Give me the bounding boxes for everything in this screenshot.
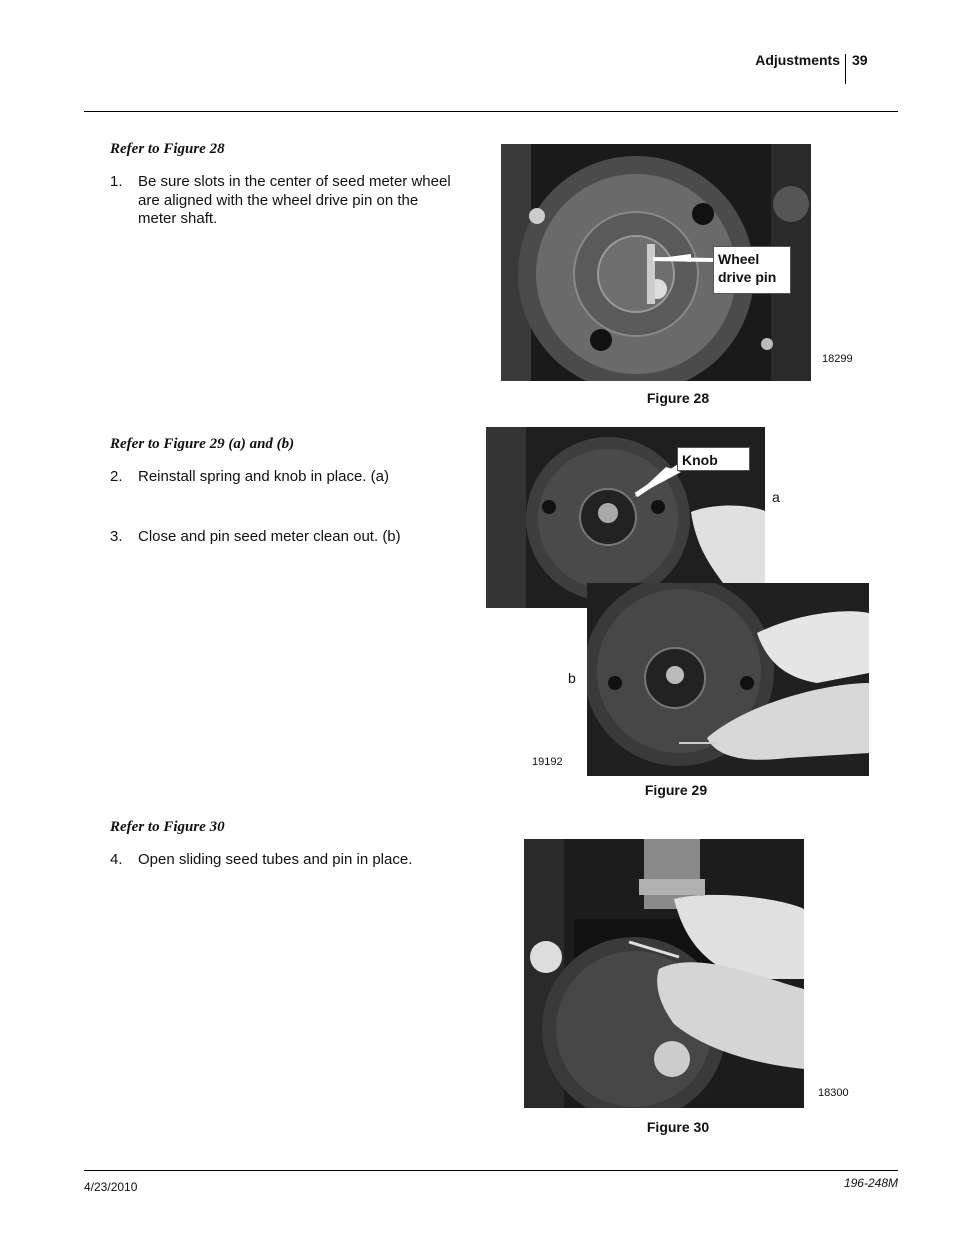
figure-28-image-id: 18299 <box>822 353 853 365</box>
figure-29b-photo <box>587 583 869 776</box>
figure-29-image-id: 19192 <box>532 756 563 768</box>
step-number: 4. <box>110 851 123 868</box>
step-text: Reinstall spring and knob in place. (a) <box>138 468 389 485</box>
footer-date: 4/23/2010 <box>84 1180 138 1194</box>
step-1 <box>110 173 460 229</box>
step-4 <box>110 851 460 870</box>
header-rule <box>84 111 898 112</box>
header-divider <box>845 54 846 84</box>
refer-figure-30: Refer to Figure 30 <box>110 819 225 835</box>
footer-doc-number: 196-248M <box>843 1176 898 1190</box>
step-2 <box>110 468 460 487</box>
step-number: 1. <box>110 173 123 190</box>
refer-figure-29: Refer to Figure 29 (a) and (b) <box>110 436 295 452</box>
refer-figure-28: Refer to Figure 28 <box>110 141 225 157</box>
step-text: Close and pin seed meter clean out. (b) <box>138 528 401 545</box>
figure-30-caption: Figure 30 <box>646 1119 710 1135</box>
figure-28-caption: Figure 28 <box>646 390 710 406</box>
section-title: Adjustments <box>755 52 840 68</box>
step-number: 3. <box>110 528 123 545</box>
figure-29-label-b: b <box>568 670 576 686</box>
figure-29-label-a: a <box>772 489 780 505</box>
callout-knob: Knob <box>677 447 750 471</box>
page-number: 39 <box>852 52 868 68</box>
step-number: 2. <box>110 468 123 485</box>
footer-rule <box>84 1170 898 1171</box>
callout-wheel-drive-pin: Wheel drive pin <box>713 246 791 294</box>
figure-30-photo <box>524 839 804 1108</box>
step-text: Be sure slots in the center of seed meter wheel are aligned with the wheel drive pin on the meter shaft. <box>138 173 451 227</box>
figure-29-caption: Figure 29 <box>644 782 708 798</box>
step-3 <box>110 528 460 547</box>
step-text: Open sliding seed tubes and pin in place. <box>138 851 413 868</box>
figure-30-image-id: 18300 <box>818 1087 849 1099</box>
